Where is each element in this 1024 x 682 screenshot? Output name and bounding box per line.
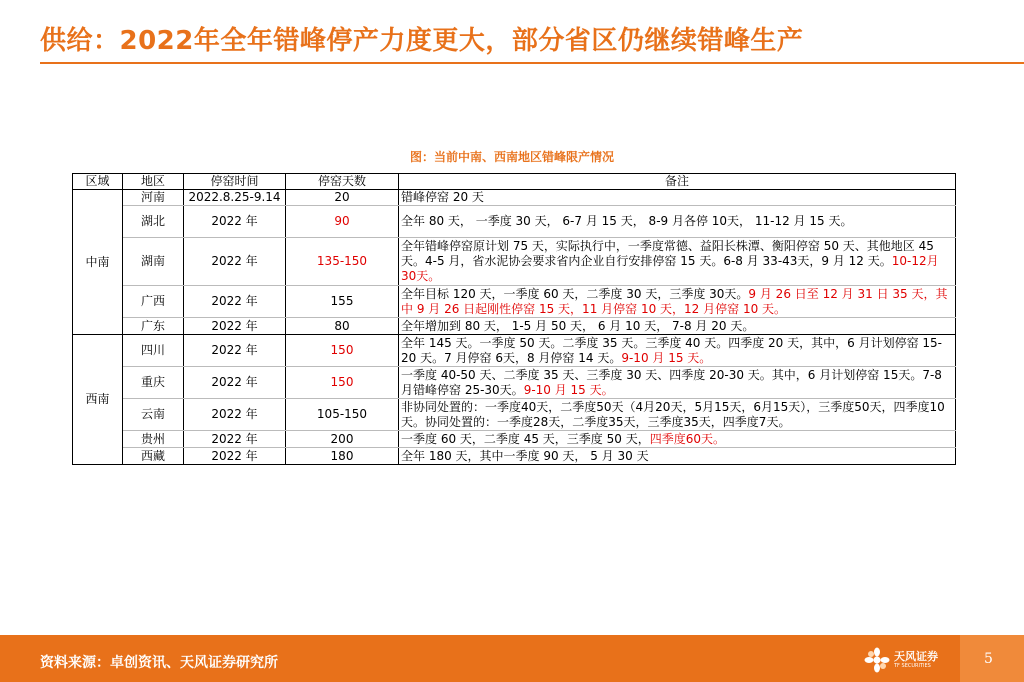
- stop-days-cell: 155: [286, 286, 399, 318]
- stop-time-cell: 2022 年: [184, 399, 286, 431]
- table-row: [73, 238, 956, 286]
- remarks-cell: [399, 448, 956, 465]
- logo-subtext: TF SECURITIES: [894, 663, 931, 669]
- remarks-highlight-text: 四季度60天。: [649, 431, 725, 446]
- area-cell: 贵州: [123, 431, 184, 448]
- remarks-text: 全年 80 天， 一季度 30 天， 6-7 月 15 天， 8-9 月各停 10天， 11-12 月 15 天。: [401, 214, 853, 228]
- stop-time-cell: 2022 年: [184, 448, 286, 465]
- stop-days-cell: 150: [286, 367, 399, 399]
- title-divider: [40, 62, 1024, 64]
- area-cell: 西藏: [123, 448, 184, 465]
- table-header-row: [73, 174, 956, 190]
- region-cell: 西南: [73, 335, 123, 465]
- area-cell: 四川: [123, 335, 184, 367]
- remarks-cell: [399, 318, 956, 335]
- remarks-highlight-text: 9-10 月 15 天。: [621, 350, 712, 365]
- remarks-text: 全年错峰停窑原计划 75 天，实际执行中，一季度常德、益阳长株潭、衡阳停窑 50 天、其他地区 45 天。4-5 月，省水泥协会要求省内企业自行安排停窑 15 天。6-8 月 33-43天，9 月 12 天。: [401, 239, 934, 268]
- table-row: [73, 318, 956, 335]
- remarks-cell: [399, 335, 956, 367]
- remarks-text: 全年 180 天，其中一季度 90 天， 5 月 30 天: [401, 448, 649, 463]
- remarks-text: 非协同处置的：一季度40天，二季度50天（4月20天，5月15天，6月15天），三季度50天，四季度10天。协同处置的：一季度28天，二季度35天，三季度35天，四季度7天。: [401, 399, 945, 429]
- remarks-text: 一季度 60 天，二季度 45 天，三季度 50 天，: [401, 431, 650, 446]
- region-cell: 中南: [73, 190, 123, 335]
- stop-time-cell: 2022 年: [184, 431, 286, 448]
- area-cell: 河南: [123, 190, 184, 206]
- footer-source: 资料来源：卓创资讯、天风证券研究所: [40, 655, 278, 671]
- header-stop-time: 停窑时间: [184, 174, 286, 190]
- remarks-text: 全年目标 120 天，一季度 60 天，二季度 30 天，三季度 30天。: [401, 286, 749, 301]
- table-row: [73, 399, 956, 431]
- flower-logo-icon: [864, 647, 890, 673]
- header-region: 区域: [73, 174, 123, 190]
- logo-text: 天风证券: [894, 650, 938, 663]
- table-row: [73, 367, 956, 399]
- stop-days-cell: 180: [286, 448, 399, 465]
- remarks-highlight-text: 9-10 月 15 天。: [523, 382, 614, 397]
- remarks-cell: [399, 206, 956, 238]
- header-area: 地区: [123, 174, 184, 190]
- remarks-cell: [399, 238, 956, 286]
- area-cell: 广东: [123, 318, 184, 335]
- stop-days-cell: 90: [286, 206, 399, 238]
- production-cut-table: [72, 173, 956, 465]
- page-number: 5: [984, 651, 993, 667]
- remarks-text: 全年增加到 80 天， 1-5 月 50 天， 6 月 10 天， 7-8 月 20 天。: [401, 318, 755, 333]
- figure-caption: 图：当前中南、西南地区错峰限产情况: [409, 150, 614, 164]
- table-row: [73, 206, 956, 238]
- table-row: [73, 286, 956, 318]
- stop-time-cell: 2022 年: [184, 206, 286, 238]
- header-remarks: 备注: [399, 174, 956, 190]
- remarks-cell: [399, 399, 956, 431]
- stop-time-cell: 2022 年: [184, 367, 286, 399]
- table-row: [73, 190, 956, 206]
- table-row: [73, 448, 956, 465]
- stop-days-cell: 200: [286, 431, 399, 448]
- remarks-highlight-text: 10-12月30天。: [401, 254, 939, 283]
- stop-time-cell: 2022 年: [184, 335, 286, 367]
- header-stop-days: 停窑天数: [286, 174, 399, 190]
- remarks-text: 错峰停窑 20 天: [401, 190, 484, 204]
- stop-days-cell: 150: [286, 335, 399, 367]
- stop-time-cell: 2022.8.25-9.14: [184, 190, 286, 206]
- stop-time-cell: 2022 年: [184, 238, 286, 286]
- remarks-cell: [399, 190, 956, 206]
- remarks-text: 一季度 40-50 天、二季度 35 天、三季度 30 天、四季度 20-30 天。其中，6 月计划停窑 15天。7-8 月错峰停窑 25-30天。: [401, 367, 942, 397]
- stop-days-cell: 20: [286, 190, 399, 206]
- area-cell: 湖南: [123, 238, 184, 286]
- area-cell: 云南: [123, 399, 184, 431]
- stop-days-cell: 105-150: [286, 399, 399, 431]
- remarks-text: 全年 145 天。一季度 50 天。二季度 35 天。三季度 40 天。四季度 20 天，其中，6 月计划停窑 15-20 天。7 月停窑 6天，8 月停窑 14 天。: [401, 335, 942, 365]
- area-cell: 湖北: [123, 206, 184, 238]
- table-row: [73, 335, 956, 367]
- remarks-cell: [399, 286, 956, 318]
- company-logo: [864, 645, 954, 675]
- remarks-highlight-text: 9 月 26 日至 12 月 31 日 35 天，其中 9 月 26 日起刚性停窑 15 天，11 月停窑 10 天，12 月停窑 10 天。: [401, 286, 948, 316]
- remarks-cell: [399, 367, 956, 399]
- area-cell: 广西: [123, 286, 184, 318]
- stop-days-cell: 135-150: [286, 238, 399, 286]
- stop-days-cell: 80: [286, 318, 399, 335]
- page-title: 供给：2022年全年错峰停产力度更大，部分省区仍继续错峰生产: [40, 26, 804, 56]
- area-cell: 重庆: [123, 367, 184, 399]
- table-row: [73, 431, 956, 448]
- stop-time-cell: 2022 年: [184, 318, 286, 335]
- remarks-cell: [399, 431, 956, 448]
- stop-time-cell: 2022 年: [184, 286, 286, 318]
